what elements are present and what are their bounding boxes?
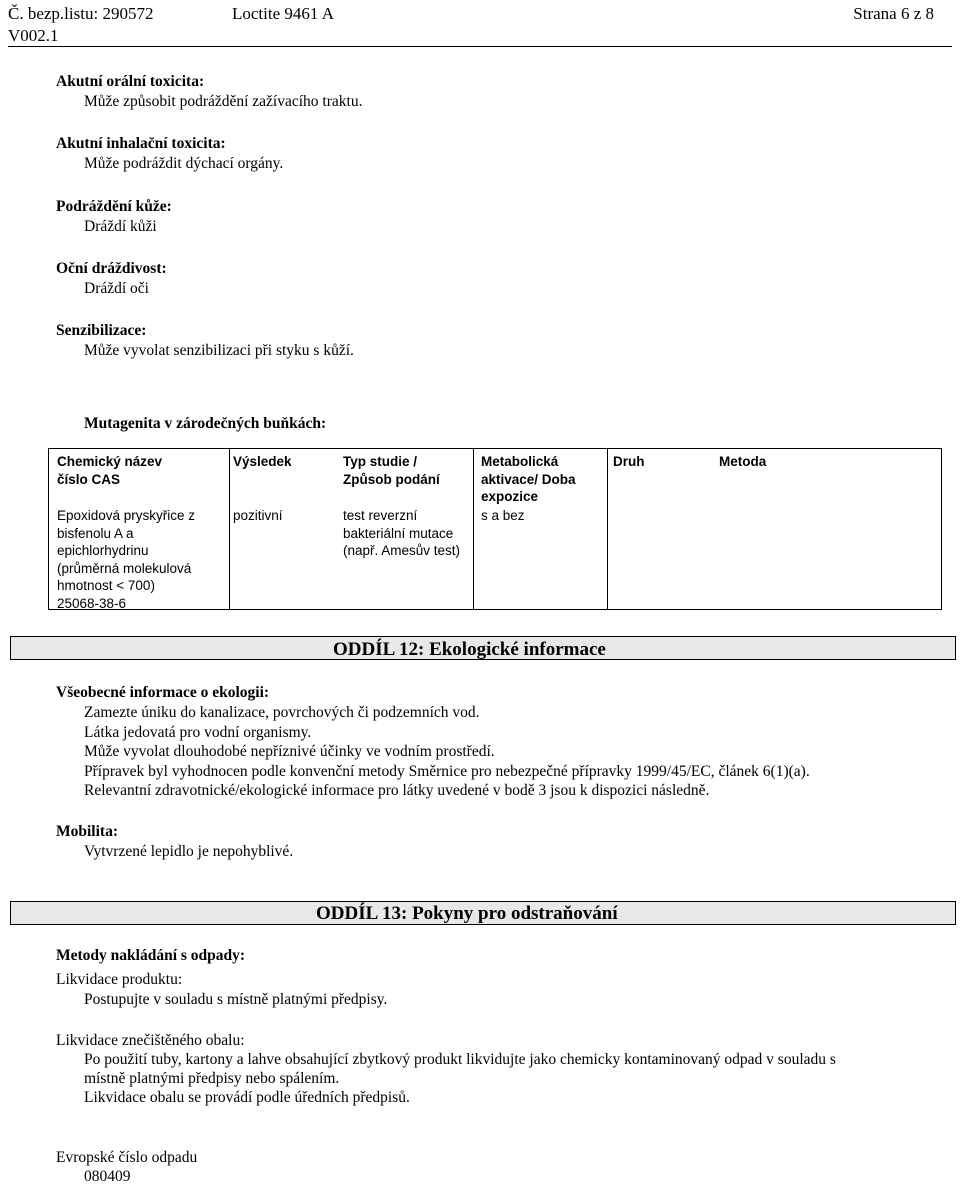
packaging-line-2: místně platnými předpisy nebo spálením. (84, 1070, 340, 1087)
mutagenicity-table (48, 448, 942, 610)
cell-study: test reverzní bakteriální mutace (např. Amesův test) (343, 508, 461, 558)
acute-inhal-label: Akutní inhalační toxicita: (56, 135, 226, 152)
cell-name: Epoxidová pryskyřice z bisfenolu A a epichlorhydrinu (průměrná molekulová hmotnost < 700) 25068-38-6 (57, 508, 196, 611)
page-number: Strana 6 z 8 (853, 4, 934, 23)
packaging-disposal-label: Likvidace znečištěného obalu: (56, 1032, 245, 1049)
eco-general-label: Všeobecné informace o ekologii: (56, 684, 270, 701)
sensitization-text: Může vyvolat senzibilizaci při styku s kůží. (84, 342, 354, 359)
skin-irritation-label: Podráždění kůže: (56, 198, 172, 215)
product-name: Loctite 9461 A (232, 4, 334, 23)
waste-methods-label: Metody nakládání s odpady: (56, 947, 246, 964)
mutagenicity-title: Mutagenita v zárodečných buňkách: (84, 415, 327, 432)
eco-line-5: Relevantní zdravotnické/ekologické informace pro látky uvedené v bodě 3 jsou k dispozici následně. (84, 782, 710, 799)
product-disposal-label: Likvidace produktu: (56, 971, 183, 988)
col-header-meta: Metabolická aktivace/ Doba expozice (481, 454, 576, 504)
section13-title: ODDÍL 13: Pokyny pro odstraňování (316, 903, 618, 924)
eco-line-3: Může vyvolat dlouhodobé nepříznivé účinky ve vodním prostředí. (84, 743, 495, 760)
mobility-label: Mobilita: (56, 823, 118, 840)
version: V002.1 (8, 26, 59, 45)
eu-waste-code-label: Evropské číslo odpadu (56, 1149, 198, 1166)
acute-inhal-text: Může podráždit dýchací orgány. (84, 155, 284, 172)
eco-line-4: Přípravek byl vyhodnocen podle konvenční metody Směrnice pro nebezpečné přípravky 1999/45/EC, článek 6(1)(a). (84, 763, 810, 780)
col-header-method: Metoda (719, 454, 767, 469)
section12-title: ODDÍL 12: Ekologické informace (333, 639, 606, 660)
col-header-species: Druh (613, 454, 645, 469)
acute-oral-label: Akutní orální toxicita: (56, 73, 205, 90)
sensitization-label: Senzibilizace: (56, 322, 147, 339)
header-rule (8, 46, 952, 47)
skin-irritation-text: Dráždí kůži (84, 218, 157, 235)
cell-result: pozitivní (233, 508, 283, 523)
cell-meta: s a bez (481, 508, 525, 523)
eye-irritation-label: Oční dráždivost: (56, 260, 167, 277)
col-header-study: Typ studie / Způsob podání (343, 454, 440, 487)
eco-line-2: Látka jedovatá pro vodní organismy. (84, 724, 312, 741)
mobility-text: Vytvrzené lepidlo je nepohyblivé. (84, 843, 294, 860)
col-header-result: Výsledek (233, 454, 292, 469)
acute-oral-text: Může způsobit podráždění zažívacího traktu. (84, 93, 363, 110)
product-disposal-text: Postupujte v souladu s místně platnými předpisy. (84, 991, 388, 1008)
packaging-line-3: Likvidace obalu se provádí podle úředních předpisů. (84, 1089, 410, 1106)
eco-line-1: Zamezte úniku do kanalizace, povrchových či podzemních vod. (84, 704, 480, 721)
eye-irritation-text: Dráždí oči (84, 280, 149, 297)
eu-waste-code: 080409 (84, 1168, 131, 1185)
sheet-number: Č. bezp.listu: 290572 (8, 4, 154, 23)
col-header-name: Chemický název číslo CAS (57, 454, 163, 487)
packaging-line-1: Po použití tuby, kartony a lahve obsahující zbytkový produkt likvidujte jako chemicky kontaminovaný odpad v souladu s (84, 1051, 836, 1068)
